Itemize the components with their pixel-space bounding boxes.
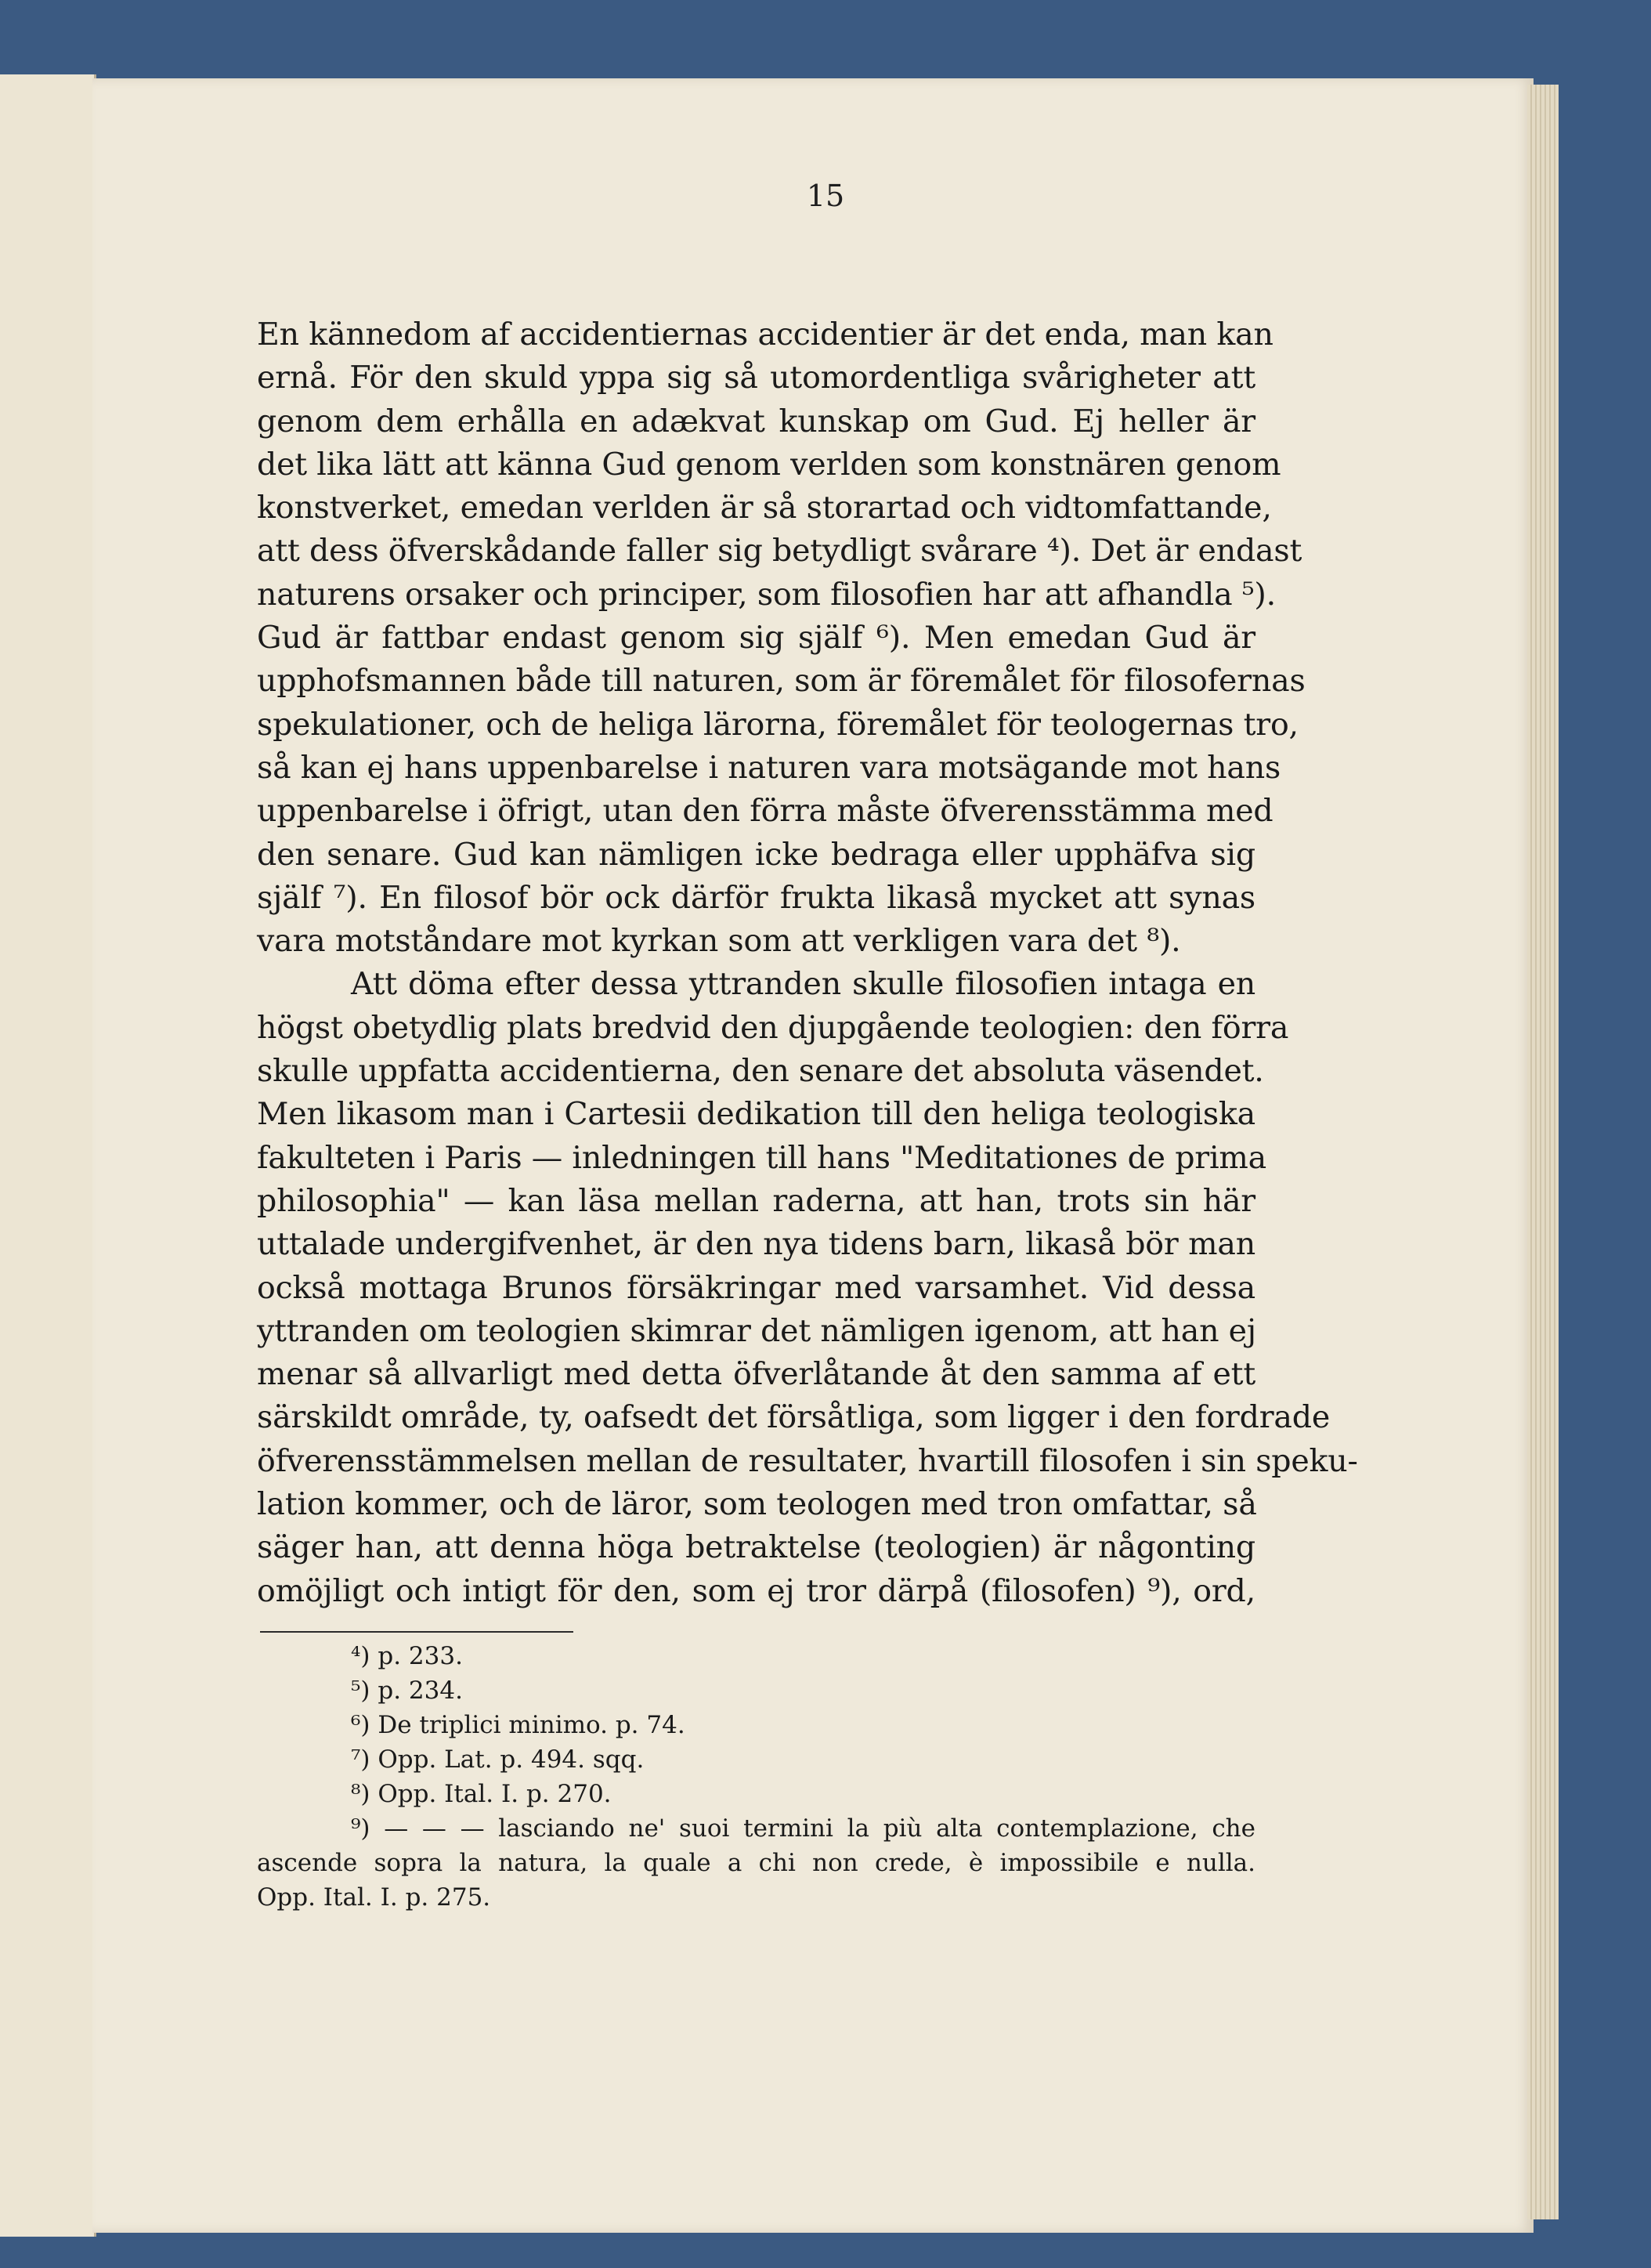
text-line: genom dem erhålla en adækvat kunskap om Gud. Ej heller är bbox=[257, 403, 1255, 439]
footnote: ⁸) Opp. Ital. I. p. 270. bbox=[351, 1780, 612, 1808]
text-line: säger han, att denna höga betraktelse (teologien) är någonting bbox=[257, 1529, 1255, 1566]
text-line: vara motståndare mot kyrkan som att verkligen vara det ⁸). bbox=[257, 923, 1181, 960]
text-line: lation kommer, och de läror, som teologen med tron omfattar, så bbox=[257, 1486, 1257, 1523]
text-line: Att döma efter dessa yttranden skulle filosofien intaga en bbox=[351, 966, 1255, 1003]
text-line: uppenbarelse i öfrigt, utan den förra måste öfverensstämma med bbox=[257, 793, 1273, 830]
footnote: ascende sopra la natura, la quale a chi non crede, è impossibile e nulla. bbox=[257, 1849, 1255, 1877]
text-line: uttalade undergifvenhet, är den nya tidens barn, likaså bör man bbox=[257, 1226, 1255, 1263]
page-number: 15 bbox=[806, 179, 845, 213]
text-line: fakulteten i Paris — inledningen till hans "Meditationes de prima bbox=[257, 1139, 1267, 1176]
text-line: också mottaga Brunos försäkringar med varsamhet. Vid dessa bbox=[257, 1269, 1255, 1306]
text-line: att dess öfverskådande faller sig betydligt svårare ⁴). Det är endast bbox=[257, 533, 1302, 570]
footnote: ⁶) De triplici minimo. p. 74. bbox=[351, 1711, 685, 1739]
text-line: menar så allvarligt med detta öfverlåtande åt den samma af ett bbox=[257, 1356, 1255, 1393]
footnote: Opp. Ital. I. p. 275. bbox=[257, 1883, 491, 1912]
text-line: spekulationer, och de heliga lärorna, föremålet för teologernas tro, bbox=[257, 706, 1299, 743]
text-line: skulle uppfatta accidentierna, den senare det absoluta väsendet. bbox=[257, 1053, 1264, 1090]
text-line: högst obetydlig plats bredvid den djupgående teologien: den förra bbox=[257, 1009, 1289, 1046]
text-line: det lika lätt att känna Gud genom verlden som konstnären genom bbox=[257, 446, 1281, 483]
text-line: Men likasom man i Cartesii dedikation till den heliga teologiska bbox=[257, 1096, 1255, 1133]
text-line: själf ⁷). En filosof bör ock därför frukta likaså mycket att synas bbox=[257, 879, 1255, 916]
footnote: ⁵) p. 234. bbox=[351, 1677, 463, 1705]
footnote: ⁷) Opp. Lat. p. 494. sqq. bbox=[351, 1745, 645, 1774]
text-line: särskildt område, ty, oafsedt det försåtliga, som ligger i den fordrade bbox=[257, 1399, 1330, 1436]
footnotes bbox=[257, 1639, 1255, 1915]
footnote: ⁴) p. 233. bbox=[351, 1642, 463, 1670]
text-line: naturens orsaker och principer, som filosofien har att afhandla ⁵). bbox=[257, 576, 1276, 613]
text-line: omöjligt och intigt för den, som ej tror därpå (filosofen) ⁹), ord, bbox=[257, 1572, 1255, 1609]
text-line: den senare. Gud kan nämligen icke bedraga eller upphäfva sig bbox=[257, 836, 1255, 873]
text-line: philosophia" — kan läsa mellan raderna, att han, trots sin här bbox=[257, 1182, 1255, 1219]
page-stack-edge bbox=[1527, 85, 1559, 2219]
text-line: öfverensstämmelsen mellan de resultater, hvartill filosofen i sin speku- bbox=[257, 1442, 1358, 1479]
left-page-edge bbox=[0, 74, 96, 2237]
text-line: upphofsmannen både till naturen, som är föremålet för filosofernas bbox=[257, 663, 1306, 700]
text-line: yttranden om teologien skimrar det nämligen igenom, att han ej bbox=[257, 1312, 1256, 1349]
text-line: En kännedom af accidentiernas accidentier är det enda, man kan bbox=[257, 317, 1273, 353]
footnote-divider bbox=[260, 1631, 573, 1633]
text-line: så kan ej hans uppenbarelse i naturen vara motsägande mot hans bbox=[257, 749, 1281, 786]
footnote: ⁹) — — — lasciando ne' suoi termini la più alta contemplazione, che bbox=[351, 1814, 1255, 1843]
text-line: konstverket, emedan verlden är så storartad och vidtomfattande, bbox=[257, 490, 1272, 526]
text-line: ernå. För den skuld yppa sig så utomordentliga svårigheter att bbox=[257, 360, 1255, 396]
text-line: Gud är fattbar endast genom sig själf ⁶). Men emedan Gud är bbox=[257, 620, 1255, 657]
body-text bbox=[257, 313, 1358, 1613]
